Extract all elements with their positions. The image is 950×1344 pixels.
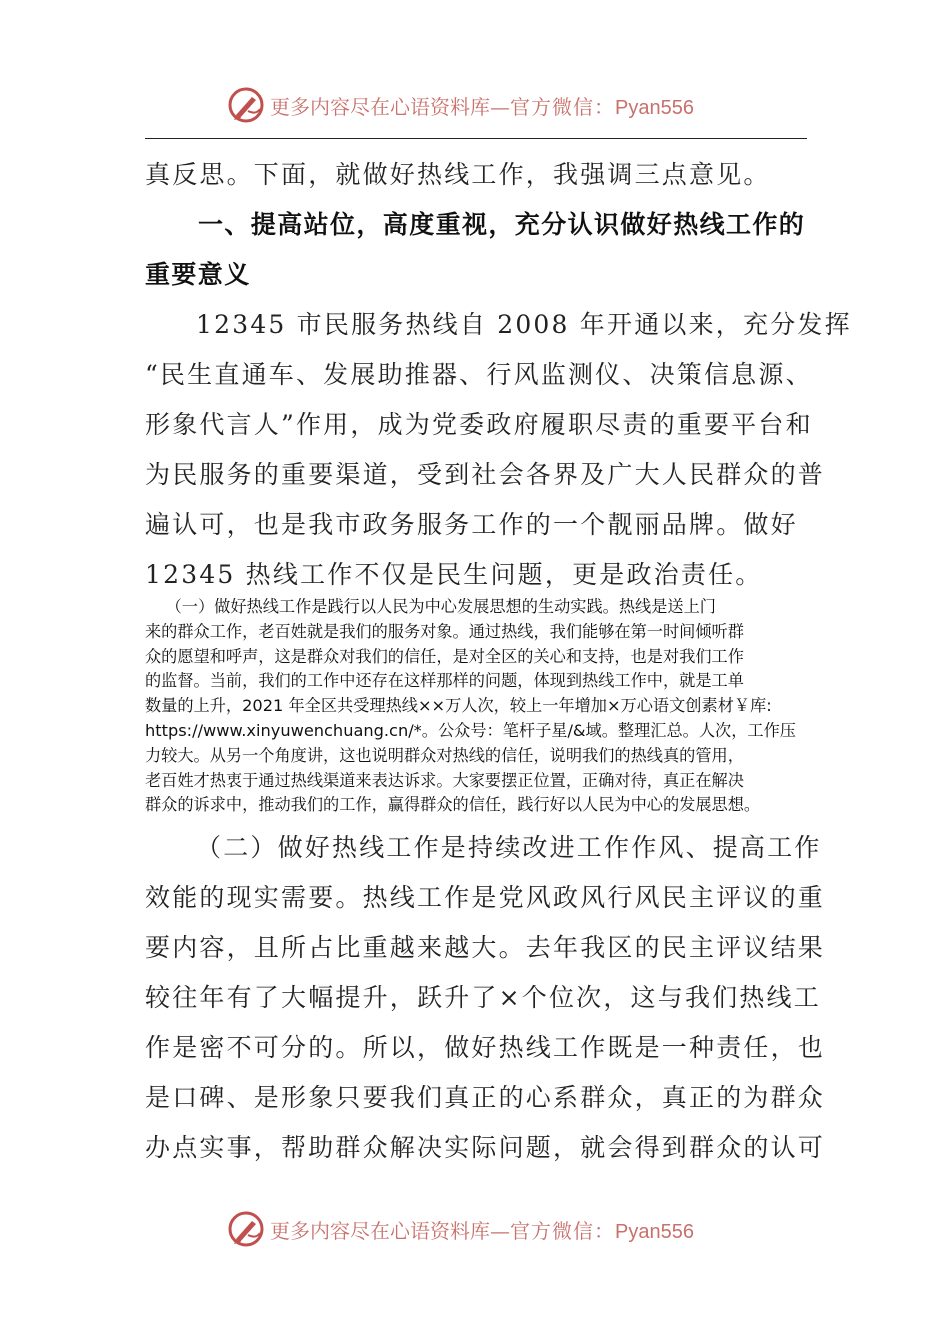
para1-line: 遍认可，也是我市政务服务工作的一个靓丽品牌。做好 bbox=[145, 510, 798, 539]
para1-line: 12345 市民服务热线自 2008 年开通以来，充分发挥 bbox=[196, 310, 852, 339]
header-banner-text bbox=[270, 91, 694, 120]
banner-separator: — bbox=[490, 1218, 510, 1243]
para1-line: 12345 热线工作不仅是民生问题，更是政治责任。 bbox=[145, 560, 763, 589]
footer-banner-text bbox=[270, 1215, 694, 1244]
banner-separator: — bbox=[490, 94, 510, 119]
subsection-1-block bbox=[145, 595, 807, 818]
sub1-line: 的监督。当前，我们的工作中还存在这样那样的问题，体现到热线工作中，就是工单 bbox=[145, 671, 744, 691]
site-name: 更多内容尽在心语资料库 bbox=[270, 1218, 490, 1243]
pen-circle-icon bbox=[226, 1209, 266, 1249]
para2-line: 要内容，且所占比重越来越大。去年我区的民主评议结果 bbox=[145, 933, 826, 962]
sub1-line: 老百姓才热衷于通过热线渠道来表达诉求。大家要摆正位置，正确对待，真正在解决 bbox=[145, 770, 744, 790]
para2-line: 办点实事，帮助群众解决实际问题，就会得到群众的认可 bbox=[145, 1133, 826, 1162]
site-name: 更多内容尽在心语资料库 bbox=[270, 94, 490, 119]
header-banner bbox=[226, 83, 746, 127]
section-heading-line2: 重要意义 bbox=[145, 260, 251, 289]
sub1-line: 力较大。从另一个角度讲，这也说明群众对热线的信任，说明我们的热线真的管用， bbox=[145, 745, 744, 765]
para2-line: 是口碑、是形象只要我们真正的心系群众，真正的为群众 bbox=[145, 1083, 826, 1112]
wechat-label: 官方微信： bbox=[510, 1218, 615, 1243]
wechat-id: Pyan556 bbox=[615, 96, 694, 119]
para1-line: 形象代言人”作用，成为党委政府履职尽责的重要平台和 bbox=[145, 410, 813, 439]
para2-line: 较往年有了大幅提升，跃升了×个位次，这与我们热线工 bbox=[145, 983, 821, 1012]
para2-line: 作是密不可分的。所以，做好热线工作既是一种责任，也 bbox=[145, 1033, 826, 1062]
footer-banner bbox=[226, 1207, 746, 1251]
para2-line: 效能的现实需要。热线工作是党风政风行风民主评议的重 bbox=[145, 883, 826, 912]
sub1-line: 群众的诉求中，推动我们的工作，赢得群众的信任，践行好以人民为中心的发展思想。 bbox=[145, 795, 761, 815]
sub1-line: https://www.xinyuwenchuang.cn/*。公众号：笔杆子星/&域。整理汇总。人次，工作压 bbox=[145, 720, 796, 740]
para1-line: 为民服务的重要渠道，受到社会各界及广大人民群众的普 bbox=[145, 460, 826, 489]
wechat-label: 官方微信： bbox=[510, 94, 615, 119]
pen-circle-icon bbox=[226, 85, 266, 125]
para2-line: （二）做好热线工作是持续改进工作作风、提高工作 bbox=[196, 833, 822, 862]
section-heading-line1: 一、提高站位，高度重视，充分认识做好热线工作的 bbox=[198, 210, 806, 239]
para1-line: “民生直通车、发展助推器、行风监测仪、决策信息源、 bbox=[145, 360, 813, 389]
sub1-line: （一）做好热线工作是践行以人民为中心发展思想的生动实践。热线是送上门 bbox=[145, 597, 716, 616]
sub1-line: 众的愿望和呼声，这是群众对我们的信任，是对全区的关心和支持，也是对我们工作 bbox=[145, 646, 744, 666]
sub1-line: 来的群众工作，老百姓就是我们的服务对象。通过热线，我们能够在第一时间倾听群 bbox=[145, 621, 744, 641]
wechat-id: Pyan556 bbox=[615, 1220, 694, 1243]
header-divider bbox=[145, 138, 807, 139]
intro-line: 真反思。下面，就做好热线工作，我强调三点意见。 bbox=[145, 160, 771, 189]
sub1-line: 数量的上升，2021 年全区共受理热线××万人次，较上一年增加×万心语文创素材￥库: bbox=[145, 696, 772, 716]
